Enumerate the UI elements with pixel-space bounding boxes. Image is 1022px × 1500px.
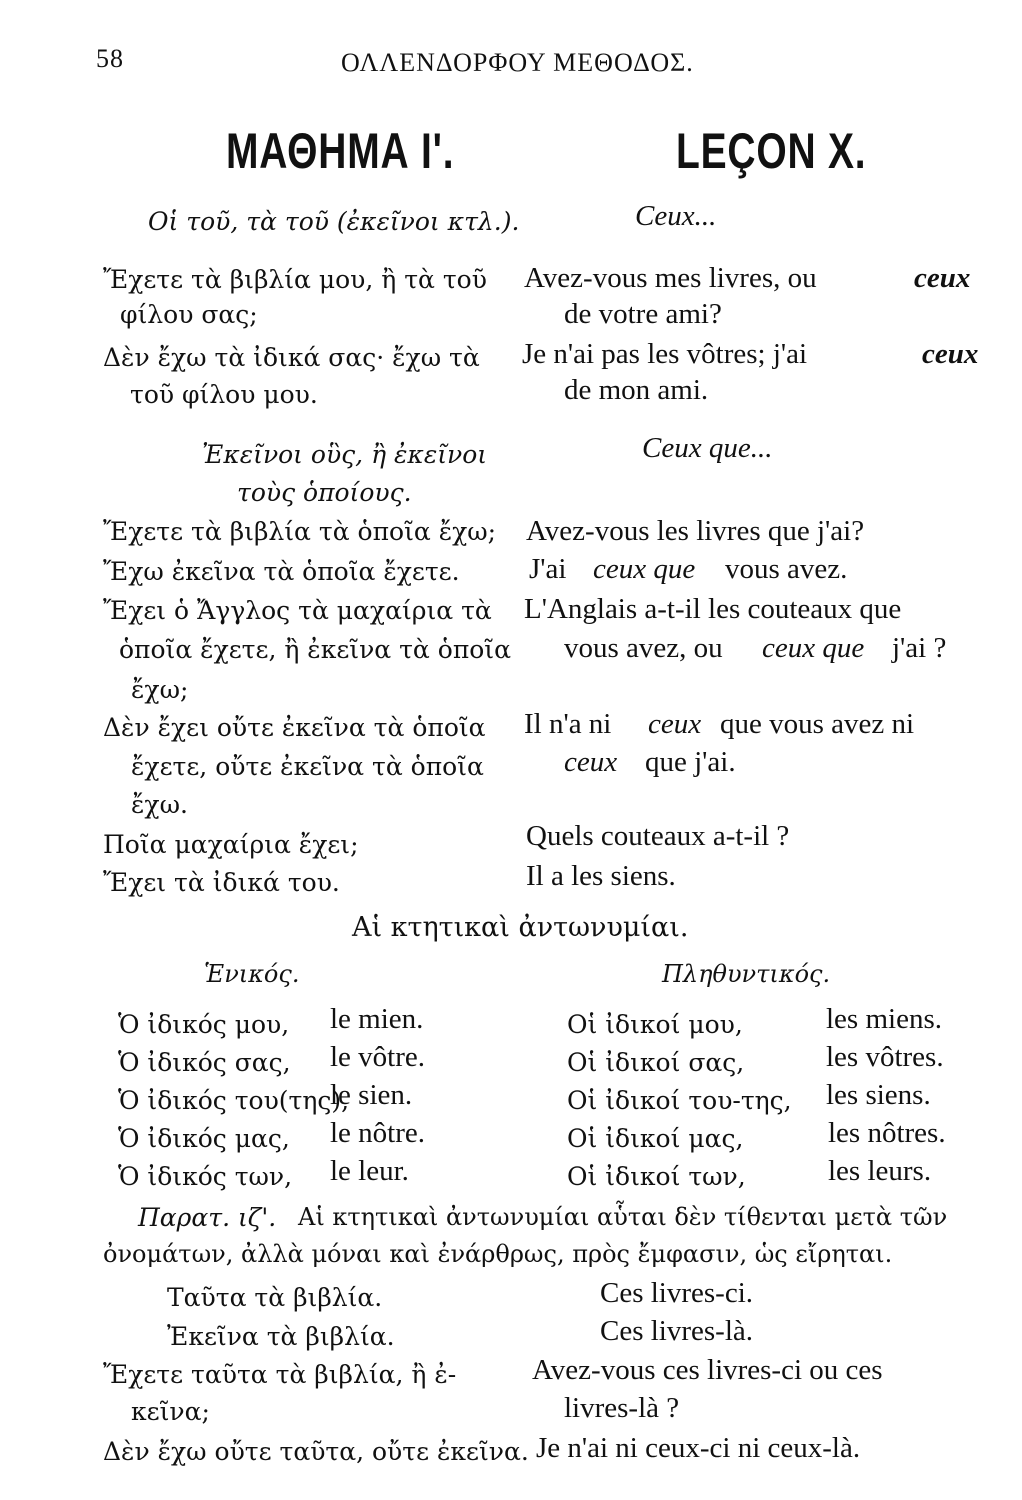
section2-french-emph: ceux xyxy=(648,708,702,740)
section3-greek-line: κεῖνα; xyxy=(131,1397,210,1426)
section1-french-line: Avez-vous mes livres, ou xyxy=(524,262,817,294)
plural-french: les leurs. xyxy=(828,1155,932,1187)
section1-greek-line: φίλου σας; xyxy=(120,300,258,329)
section3-french-line: Je n'ai ni ceux-ci ni ceux-là. xyxy=(536,1432,861,1464)
section2-greek-line: ἔχετε, οὔτε ἐκεῖνα τὰ ὁποῖα xyxy=(131,752,484,781)
section2-greek-line: Ποῖα μαχαίρια ἔχει; xyxy=(103,830,359,859)
section1-french-line: de votre ami? xyxy=(564,298,722,330)
note-line: ὀνομάτων, ἀλλὰ μόναι καὶ ἐνάρθρως, πρὸς ἔμφασιν, ὡς εἴρηται. xyxy=(103,1240,893,1268)
section1-greek-line: τοῦ φίλου μου. xyxy=(130,380,318,409)
plural-french: les siens. xyxy=(826,1079,931,1111)
section1-greek-heading: Οἱ τοῦ, τὰ τοῦ (ἐκεῖνοι κτλ.). xyxy=(148,207,520,236)
plural-greek: Οἱ ἰδικοί μας, xyxy=(567,1124,744,1153)
section1-french-line: de mon ami. xyxy=(564,374,709,406)
section2-greek-line: ὁποῖα ἔχετε, ἢ ἐκεῖνα τὰ ὁποῖα xyxy=(119,635,511,664)
singular-french: le mien. xyxy=(330,1003,424,1035)
section2-french-line: vous avez. xyxy=(725,553,848,585)
singular-greek: Ὁ ἰδικός των, xyxy=(118,1162,293,1191)
plural-greek: Οἱ ἰδικοί σας, xyxy=(567,1048,745,1077)
section3-french-line: Ces livres-là. xyxy=(600,1315,754,1347)
section1-french-emph: ceux xyxy=(914,262,971,294)
section3-french-line: Avez-vous ces livres-ci ou ces xyxy=(532,1354,883,1386)
running-title: ΟΛΛΕΝΔΟΡΦΟΥ ΜΕΘΟΔΟΣ. xyxy=(341,48,694,77)
plural-greek: Οἱ ἰδικοί μου, xyxy=(567,1010,743,1039)
section2-french-heading: Ceux que... xyxy=(642,432,773,464)
singular-greek: Ὁ ἰδικός του(της), xyxy=(118,1086,350,1115)
plural-french: les miens. xyxy=(826,1003,942,1035)
section3-greek-line: Ἔχετε ταῦτα τὰ βιβλία, ἢ ἐ- xyxy=(103,1360,457,1389)
section2-french-emph: ceux xyxy=(564,746,618,778)
section2-french-line: que j'ai. xyxy=(645,746,736,778)
section1-greek-line: Δὲν ἔχω τὰ ἰδικά σας· ἔχω τὰ xyxy=(103,343,480,372)
note-label: Παρατ. ιζ'. xyxy=(138,1203,277,1232)
section1-french-emph: ceux xyxy=(922,338,979,370)
greek-lesson-title: ΜΑΘΗΜΑ Ι'. xyxy=(226,123,455,179)
plural-greek: Οἱ ἰδικοί του-της, xyxy=(567,1086,792,1115)
section3-french-line: livres-là ? xyxy=(564,1392,680,1424)
singular-french: le leur. xyxy=(330,1155,409,1187)
singular-greek: Ὁ ἰδικός μου, xyxy=(118,1010,290,1039)
section3-greek-line: Ἐκεῖνα τὰ βιβλία. xyxy=(167,1322,395,1351)
section1-greek-line: Ἔχετε τὰ βιβλία μου, ἢ τὰ τοῦ xyxy=(103,265,487,294)
section2-greek-line: Δὲν ἔχει οὔτε ἐκεῖνα τὰ ὁποῖα xyxy=(103,713,486,742)
section2-greek-heading: τοὺς ὁποίους. xyxy=(237,478,412,507)
section2-greek-line: Ἔχω ἐκεῖνα τὰ ὁποῖα ἔχετε. xyxy=(103,557,460,586)
section2-greek-line: ἔχω; xyxy=(131,675,189,704)
section3-greek-line: Ταῦτα τὰ βιβλία. xyxy=(167,1283,383,1312)
section3-greek-line: Δὲν ἔχω οὔτε ταῦτα, οὔτε ἐκεῖνα. xyxy=(103,1437,529,1466)
section2-greek-heading: Ἐκεῖνοι οὓς, ἢ ἐκεῖνοι xyxy=(202,440,488,469)
singular-label: Ἑνικός. xyxy=(204,960,300,988)
section3-french-line: Ces livres-ci. xyxy=(600,1277,754,1309)
section2-french-emph: ceux que xyxy=(762,632,865,664)
section2-french-line: Quels couteaux a-t-il ? xyxy=(526,820,790,852)
page-number: 58 xyxy=(96,44,124,73)
section2-french-line: que vous avez ni xyxy=(720,708,915,740)
plural-french: les vôtres. xyxy=(826,1041,944,1073)
plural-french: les nôtres. xyxy=(828,1117,946,1149)
section2-french-emph: ceux que xyxy=(593,553,696,585)
plural-label: Πληθυντικός. xyxy=(662,960,831,988)
section2-greek-line: ἔχω. xyxy=(131,790,188,819)
singular-french: le sien. xyxy=(330,1079,413,1111)
singular-greek: Ὁ ἰδικός μας, xyxy=(118,1124,290,1153)
plural-greek: Οἱ ἰδικοί των, xyxy=(567,1162,746,1191)
section2-french-line: j'ai ? xyxy=(892,632,947,664)
french-lesson-title: LEÇON X. xyxy=(676,123,867,179)
section2-french-line: Avez-vous les livres que j'ai? xyxy=(526,515,865,547)
section2-french-line: Il n'a ni xyxy=(524,708,612,740)
singular-french: le vôtre. xyxy=(330,1041,426,1073)
section2-french-line: L'Anglais a-t-il les couteaux que xyxy=(524,593,902,625)
section2-greek-line: Ἔχει τὰ ἰδικά του. xyxy=(103,868,340,897)
pronouns-heading: Αἱ κτητικαὶ ἀντωνυμίαι. xyxy=(352,912,689,943)
section2-greek-line: Ἔχει ὁ Ἄγγλος τὰ μαχαίρια τὰ xyxy=(103,596,492,625)
section2-greek-line: Ἔχετε τὰ βιβλία τὰ ὁποῖα ἔχω; xyxy=(103,517,497,546)
section1-french-line: Je n'ai pas les vôtres; j'ai xyxy=(522,338,808,370)
section1-french-heading: Ceux... xyxy=(635,200,717,232)
section2-french-line: J'ai xyxy=(529,553,567,585)
section2-french-line: vous avez, ou xyxy=(564,632,723,664)
section2-french-line: Il a les siens. xyxy=(526,860,676,892)
singular-french: le nôtre. xyxy=(330,1117,426,1149)
singular-greek: Ὁ ἰδικός σας, xyxy=(118,1048,291,1077)
note-line: Αἱ κτητικαὶ ἀντωνυμίαι αὗται δὲν τίθενται μετὰ τῶν xyxy=(298,1203,948,1231)
